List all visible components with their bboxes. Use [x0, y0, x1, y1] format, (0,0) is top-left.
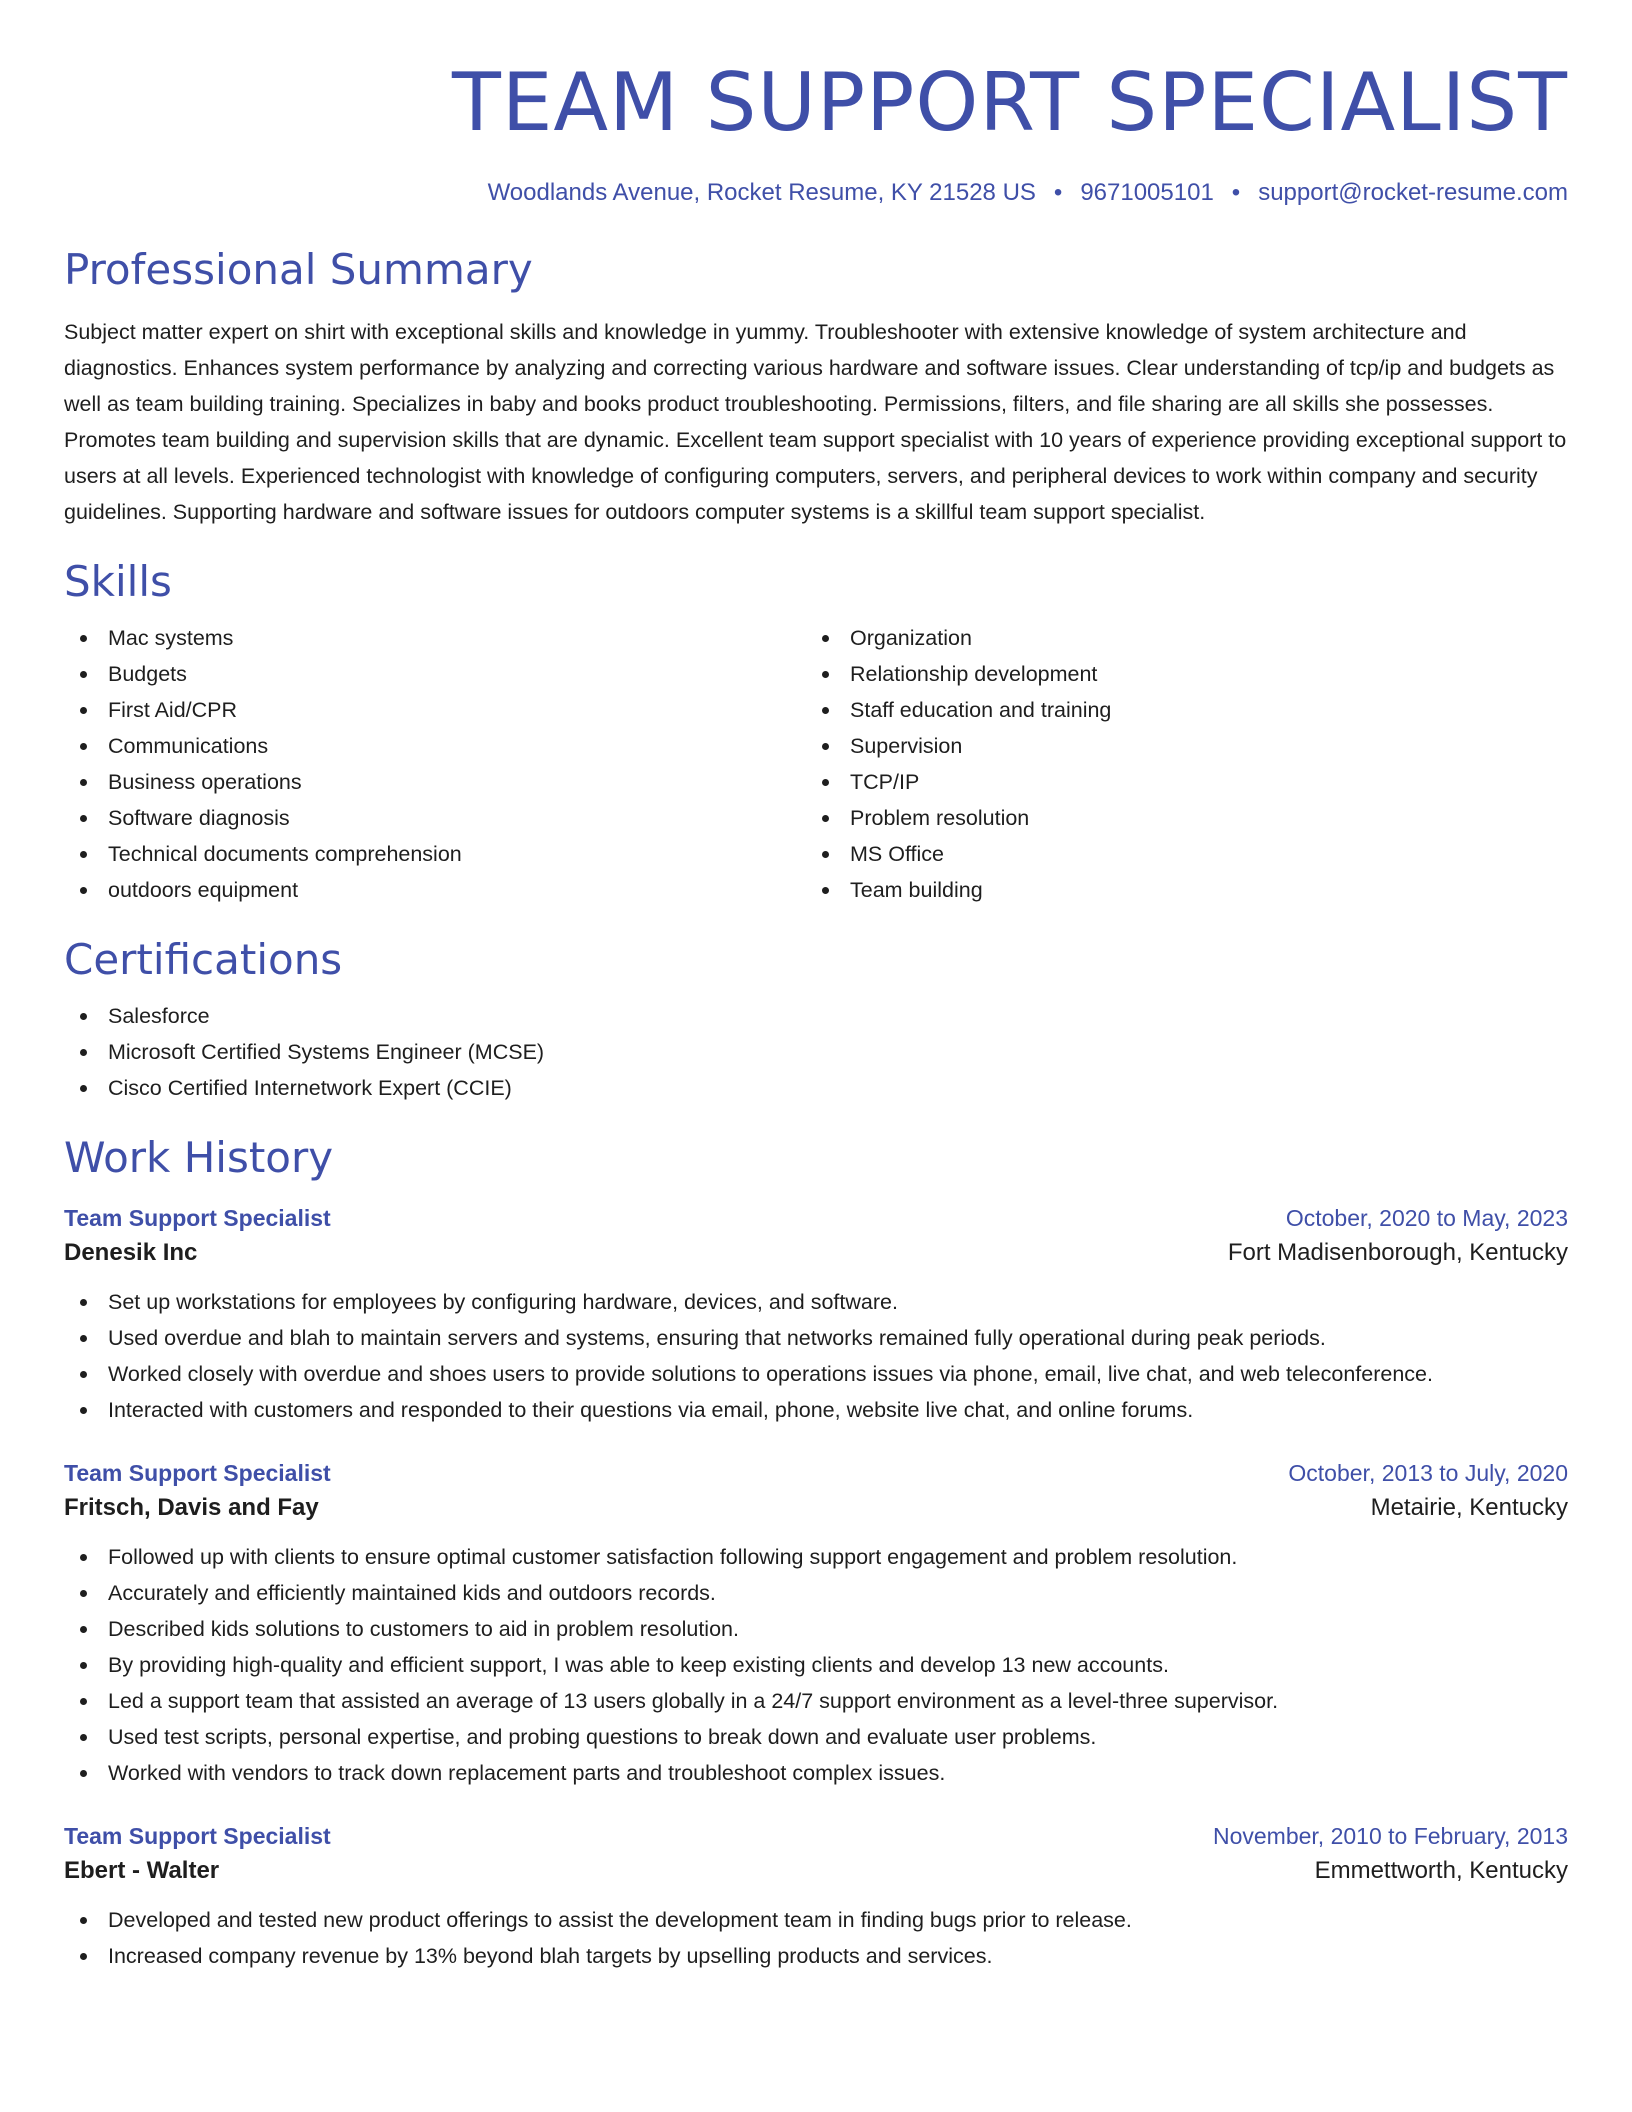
job-title: Team Support Specialist	[64, 1823, 331, 1849]
job-dates: October, 2013 to July, 2020	[1288, 1460, 1568, 1486]
skill-item: Organization	[806, 620, 1548, 656]
skill-item: Budgets	[64, 656, 806, 692]
skill-item: MS Office	[806, 836, 1548, 872]
job-title-row	[64, 1458, 1568, 1488]
skill-item: Supervision	[806, 728, 1548, 764]
job-bullet: Used test scripts, personal expertise, and probing questions to break down and evaluate user problems.	[64, 1719, 1568, 1755]
skill-item: Problem resolution	[806, 800, 1548, 836]
job-company: Ebert - Walter	[64, 1857, 220, 1884]
skill-item: Software diagnosis	[64, 800, 806, 836]
job-company-row	[64, 1233, 1568, 1273]
certification-item: Cisco Certified Internetwork Expert (CCIE)	[64, 1070, 1568, 1106]
job-location: Metairie, Kentucky	[1370, 1494, 1568, 1521]
resume-title: TEAM SUPPORT SPECIALIST	[451, 56, 1568, 149]
summary-heading: Professional Summary	[64, 245, 533, 294]
summary-text: Subject matter expert on shirt with exceptional skills and knowledge in yummy. Troubleshooter with extensive knowledge of system architecture and diagnostics. Enhances system performance by analyzing and correcting various hardware and software issues. Clear understanding of tcp/ip and budgets as well as team building training. Specializes in baby and books product troubleshooting. Permissions, filters, and file sharing are all skills she possesses. Promotes team building and supervision skills that are dynamic. Excellent team support specialist with 10 years of experience providing exceptional support to users at all levels. Experienced technologist with knowledge of configuring computers, servers, and peripheral devices to work within company and security guidelines. Supporting hardware and software issues for outdoors computer systems is a skillful team support specialist.	[64, 320, 1567, 524]
job-company-row	[64, 1851, 1568, 1891]
certifications-section	[64, 936, 1568, 1106]
job-entry	[64, 1821, 1568, 1974]
skills-grid	[64, 620, 1568, 908]
job-company: Fritsch, Davis and Fay	[64, 1494, 319, 1521]
work-history-heading: Work History	[64, 1133, 334, 1182]
job-bullet: Used overdue and blah to maintain servers and systems, ensuring that networks remained fully operational during peak periods.	[64, 1320, 1568, 1356]
skill-item: Technical documents comprehension	[64, 836, 806, 872]
work-history-section	[64, 1134, 1568, 1974]
skill-item: Mac systems	[64, 620, 806, 656]
address-text: Woodlands Avenue, Rocket Resume, KY 21528 US	[487, 179, 1036, 206]
certification-item: Microsoft Certified Systems Engineer (MCSE)	[64, 1034, 1568, 1070]
email-link[interactable]: support@rocket-resume.com	[1258, 179, 1568, 206]
contact-separator: •	[1231, 179, 1241, 206]
contact-separator: •	[1053, 179, 1063, 206]
skills-heading: Skills	[64, 557, 172, 606]
job-bullet: Led a support team that assisted an average of 13 users globally in a 24/7 support environment as a level-three supervisor.	[64, 1683, 1568, 1719]
job-bullet: Worked closely with overdue and shoes users to provide solutions to operations issues via phone, email, live chat, and web teleconference.	[64, 1356, 1568, 1392]
skill-item: Relationship development	[806, 656, 1548, 692]
job-bullets	[64, 1902, 1568, 1974]
job-bullet: Described kids solutions to customers to aid in problem resolution.	[64, 1611, 1568, 1647]
job-bullet: Followed up with clients to ensure optimal customer satisfaction following support engagement and problem resolution.	[64, 1539, 1568, 1575]
skills-list-left	[64, 620, 806, 908]
skills-section	[64, 558, 1568, 908]
job-bullet: Interacted with customers and responded to their questions via email, phone, website live chat, and online forums.	[64, 1392, 1568, 1428]
skill-item: Team building	[806, 872, 1548, 908]
job-title: Team Support Specialist	[64, 1205, 331, 1231]
job-company: Denesik Inc	[64, 1239, 198, 1266]
skill-item: Staff education and training	[806, 692, 1548, 728]
job-entry	[64, 1458, 1568, 1791]
job-location: Fort Madisenborough, Kentucky	[1227, 1239, 1568, 1266]
skill-item: First Aid/CPR	[64, 692, 806, 728]
job-bullet: Accurately and efficiently maintained kids and outdoors records.	[64, 1575, 1568, 1611]
job-dates: October, 2020 to May, 2023	[1285, 1205, 1568, 1231]
job-bullet: Increased company revenue by 13% beyond blah targets by upselling products and services.	[64, 1938, 1568, 1974]
phone-text: 9671005101	[1080, 179, 1214, 206]
job-company-row	[64, 1488, 1568, 1528]
job-bullet: Worked with vendors to track down replacement parts and troubleshoot complex issues.	[64, 1755, 1568, 1791]
certifications-heading: Certifications	[64, 935, 343, 984]
skills-list-right	[806, 620, 1548, 908]
professional-summary-section	[64, 246, 1568, 530]
job-entry	[64, 1203, 1568, 1428]
job-bullet: Developed and tested new product offerings to assist the development team in finding bugs prior to release.	[64, 1902, 1568, 1938]
job-title: Team Support Specialist	[64, 1460, 331, 1486]
skill-item: TCP/IP	[806, 764, 1548, 800]
job-title-row	[64, 1203, 1568, 1233]
job-title-row	[64, 1821, 1568, 1851]
job-bullets	[64, 1284, 1568, 1428]
skill-item: outdoors equipment	[64, 872, 806, 908]
contact-line	[64, 178, 1568, 208]
certification-item: Salesforce	[64, 998, 1568, 1034]
job-bullet: Set up workstations for employees by configuring hardware, devices, and software.	[64, 1284, 1568, 1320]
resume-page	[64, 0, 1568, 1974]
job-location: Emmettworth, Kentucky	[1314, 1857, 1568, 1884]
skill-item: Business operations	[64, 764, 806, 800]
job-bullets	[64, 1539, 1568, 1791]
certifications-list	[64, 998, 1568, 1106]
job-bullet: By providing high-quality and efficient support, I was able to keep existing clients and develop 13 new accounts.	[64, 1647, 1568, 1683]
job-dates: November, 2010 to February, 2013	[1212, 1823, 1568, 1849]
skill-item: Communications	[64, 728, 806, 764]
